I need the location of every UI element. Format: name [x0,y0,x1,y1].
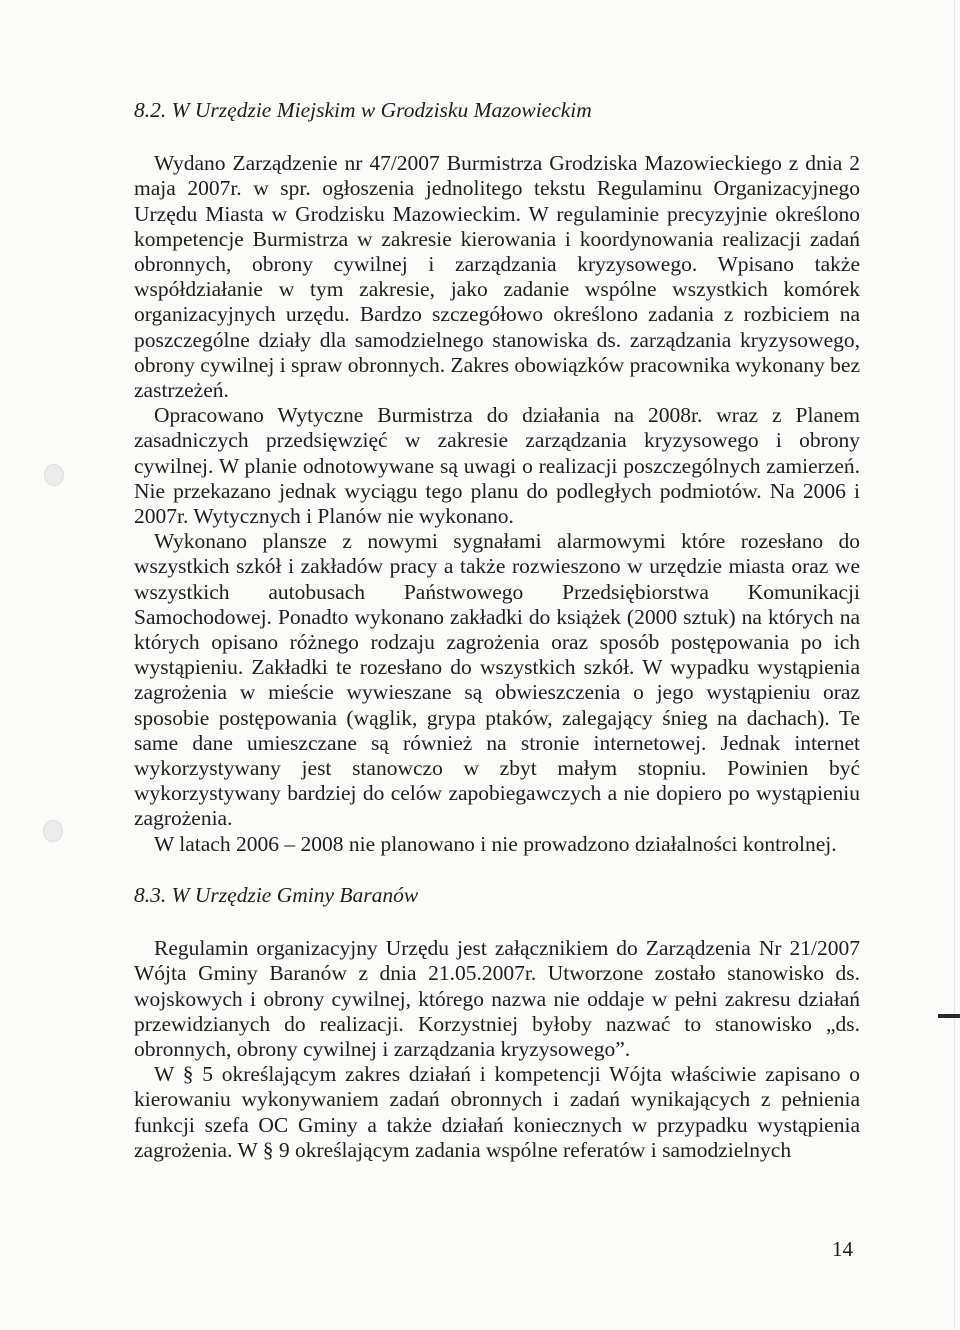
paragraph: W § 5 określającym zakres działań i kompetencji Wójta właściwie zapisano o kierowaniu wykonywaniem zadań obronnych i zadań wynikających z pełnienia funkcji szefa OC Gminy a także działań koniecznych w przypadku wystąpienia zagrożenia. W § 9 określającym zadania wspólne referatów i samodzielnych [134,1062,860,1162]
scan-edge-line [954,0,955,1330]
paragraph: Regulamin organizacyjny Urzędu jest załącznikiem do Zarządzenia Nr 21/2007 Wójta Gminy Baranów z dnia 21.05.2007r. Utworzone zostało stanowisko ds. wojskowych i obrony cywilnej, którego nazwa nie oddaje w pełni zakresu działań przewidzianych do realizacji. Korzystniej byłoby nazwać to stanowisko „ds. obronnych, obrony cywilnej i zarządzania kryzysowego”. [134,936,860,1061]
document-body [134,98,860,1163]
section-heading-8-2: 8.2. W Urzędzie Miejskim w Grodzisku Mazowieckim [134,98,592,122]
paragraph: Wykonano plansze z nowymi sygnałami alarmowymi które rozesłano do wszystkich szkół i zakładów pracy a także rozwieszono w urzędzie miasta oraz we wszystkich autobusach Państwowego Przedsiębiorstwa Komunikacji Samochodowej. Ponadto wykonano zakładki do książek (2000 sztuk) na których na których opisano różnego rodzaju zagrożenia oraz sposób postępowania po ich wystąpieniu. Zakładki te rozesłano do wszystkich szkół. W wypadku wystąpienia zagrożenia w mieście wywieszane są obwieszczenia o jego wystąpieniu oraz sposobie postępowania (wąglik, grypa ptaków, zalegający śnieg na dachach). Te same dane umieszczane są również na stronie internetowej. Jednak internet wykorzystywany jest stanowczo w zbyt małym stopniu. Powinien być wykorzystywany bardziej do celów zapobiegawczych a nie dopiero po wystąpieniu zagrożenia. [134,529,860,831]
punch-hole-top [44,464,64,486]
paragraph: W latach 2006 – 2008 nie planowano i nie prowadzono działalności kontrolnej. [154,831,837,856]
scan-edge-mark [938,1014,960,1018]
section-heading-8-3: 8.3. W Urzędzie Gminy Baranów [134,882,419,907]
paragraph: Wydano Zarządzenie nr 47/2007 Burmistrza Grodziska Mazowieckiego z dnia 2 maja 2007r. w spr. ogłoszenia jednolitego tekstu Regulaminu Organizacyjnego Urzędu Miasta w Grodzisku Mazowieckim. W regulaminie precyzyjnie określono kompetencje Burmistrza w zakresie kierowania i koordynowania realizacji zadań obronnych, obrony cywilnej i zarządzania kryzysowego. Wpisano także współdziałanie w tym zakresie, jako zadanie wspólne wszystkich komórek organizacyjnych urzędu. Bardzo szczegółowo określono zadania z rozbiciem na poszczególne działy dla samodzielnego stanowiska ds. zarządzania kryzysowego, obrony cywilnej i spraw obronnych. Zakres obowiązków pracownika wykonany bez zastrzeżeń. [134,151,861,403]
paragraph: Opracowano Wytyczne Burmistrza do działania na 2008r. wraz z Planem zasadniczych przedsięwzięć w zakresie zarządzania kryzysowego i obrony cywilnej. W planie odnotowywane są uwagi o realizacji poszczególnych zamierzeń. Nie przekazano jednak wyciągu tego planu do podległych podmiotów. Na 2006 i 2007r. Wytycznych i Planów nie wykonano. [134,403,860,529]
page-number: 14 [832,1237,853,1261]
punch-hole-bottom [43,820,63,842]
